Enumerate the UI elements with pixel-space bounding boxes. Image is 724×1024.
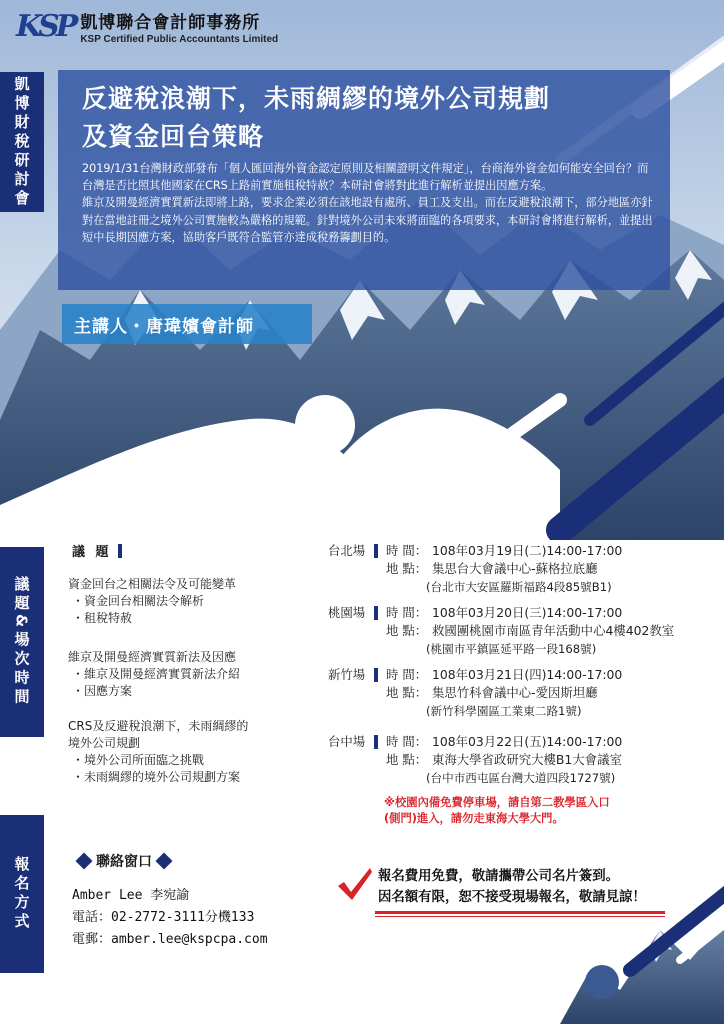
venue-bar	[374, 544, 378, 558]
side-tab-seminar	[0, 72, 44, 212]
red-underline-thin	[375, 916, 665, 917]
venue-place: 集思竹科會議中心-愛因斯坦廳	[432, 685, 598, 700]
topics-heading-text: 議 題	[72, 545, 112, 560]
title-panel	[58, 70, 670, 290]
checkmark-icon	[336, 866, 374, 904]
time-label: 時 間：	[386, 734, 428, 749]
side-tab-registration-label: 報名方式	[12, 856, 31, 932]
venue-bar	[374, 668, 378, 682]
registration-line-1: 報名費用免費，敬請攜帶公司名片簽到。	[378, 869, 620, 884]
topic-group-1	[68, 576, 236, 627]
firm-logo	[16, 9, 279, 56]
topic-title-continued: 境外公司規劃	[68, 736, 141, 750]
time-label: 時 間：	[386, 667, 428, 682]
parking-note-line-1: ※校園內備免費停車場，請自第二教學區入口	[384, 796, 610, 809]
topic-group-2	[68, 649, 240, 700]
red-underline	[375, 911, 665, 914]
topic-title: 維京及開曼經濟實質新法及因應	[68, 650, 237, 664]
venue-time: 108年03月21日(四)14:00-17:00	[432, 667, 623, 682]
venue-taoyuan	[328, 604, 674, 658]
venue-address: (桃園市平鎮區延平路一段168號)	[426, 642, 597, 656]
contact-heading-text: 聯絡窗口	[96, 854, 152, 870]
venue-city: 台中場	[328, 734, 366, 749]
side-tab-seminar-label: 凱博財稅研討會	[12, 75, 31, 209]
side-tab-registration	[0, 815, 44, 973]
speaker-banner: 主講人・唐瑋嬪會計師	[62, 304, 312, 344]
topic-item: ・資金回台相關法令解析	[72, 594, 205, 608]
venue-city: 新竹場	[328, 667, 366, 682]
topics-heading	[72, 541, 122, 560]
venue-address: (台北市大安區羅斯福路4段85號B1)	[426, 580, 612, 594]
venue-address: (台中市西屯區台灣大道四段1727號)	[426, 771, 616, 785]
venue-time: 108年03月19日(二)14:00-17:00	[432, 543, 623, 558]
contact-name: Amber Lee 李宛諭	[72, 888, 190, 903]
contact-heading	[72, 851, 176, 871]
ksp-logo-mark: KSP	[16, 9, 75, 44]
venue-bar	[374, 606, 378, 620]
parking-note	[384, 795, 610, 827]
registration-line-2: 因名額有限，恕不接受現場報名，敬請見諒！	[378, 890, 646, 905]
topic-item: ・因應方案	[72, 684, 133, 698]
side-tab-topics-label: 議題&場次時間	[12, 576, 31, 708]
decor-circle-white	[295, 395, 355, 455]
venue-place: 東海大學省政研究大樓B1大會議室	[432, 752, 622, 767]
decor-circle-navy	[585, 965, 619, 999]
venue-taichung	[328, 733, 622, 787]
time-label: 時 間：	[386, 543, 428, 558]
venue-bar	[374, 735, 378, 749]
topic-title: 資金回台之相關法令及可能變革	[68, 577, 237, 591]
firm-name-chinese: 凱博聯合會計師事務所	[80, 13, 261, 33]
title-line-1: 反避稅浪潮下，未雨綢繆的境外公司規劃	[82, 84, 551, 113]
topic-group-3	[68, 718, 248, 786]
side-tab-topics-schedule	[0, 547, 44, 737]
time-label: 時 間：	[386, 605, 428, 620]
heading-bar	[118, 544, 122, 558]
venue-place: 集思台大會議中心-蘇格拉底廳	[432, 561, 598, 576]
title-line-2: 及資金回台策略	[82, 122, 265, 151]
topic-item: ・境外公司所面臨之挑戰	[72, 753, 205, 767]
place-label: 地 點：	[386, 685, 428, 700]
firm-name-english: KSP Certified Public Accountants Limited	[80, 34, 279, 45]
venue-time: 108年03月22日(五)14:00-17:00	[432, 734, 623, 749]
diamond-icon	[156, 853, 173, 870]
venue-place: 救國團桃園市南區青年活動中心4樓402教室	[432, 623, 675, 638]
parking-note-line-2: (側門)進入，請勿走東海大學大門。	[384, 812, 564, 825]
venue-time: 108年03月20日(三)14:00-17:00	[432, 605, 623, 620]
contact-email[interactable]: 電郵：amber.lee@kspcpa.com	[72, 932, 268, 947]
venue-city: 台北場	[328, 543, 366, 558]
contact-phone: 電話：02-2772-3111分機133	[72, 910, 255, 925]
intro-paragraph-1: 2019/1/31台灣財政部發布「個人匯回海外資金認定原則及相關證明文件規定」，台商海外資金如何能安全回台？而台灣是否比照其他國家在CRS上路前實施租稅特赦？本研討會將對此進行解析並提出因應方案。	[82, 162, 649, 193]
topic-item: ・租稅特赦	[72, 611, 133, 625]
venue-hsinchu	[328, 666, 622, 720]
intro-paragraph-2: 維京及開曼經濟實質新法即將上路，要求企業必須在該地設有處所、員工及支出。而在反避稅浪潮下，部分地區亦針對在當地註冊之境外公司實施較為嚴格的規範。針對境外公司未來將面臨的各項要求，本研討會將進行解析，並提出短中長期因應方案，協助客戶既符合監管亦達成稅務籌劃目的。	[82, 196, 653, 244]
topic-item: ・未雨綢繆的境外公司規劃方案	[72, 770, 241, 784]
place-label: 地 點：	[386, 752, 428, 767]
topic-title: CRS及反避稅浪潮下，未雨綢繆的	[68, 719, 249, 733]
topic-item: ・維京及開曼經濟實質新法介紹	[72, 667, 241, 681]
venue-city: 桃園場	[328, 605, 366, 620]
registration-note	[378, 866, 646, 908]
place-label: 地 點：	[386, 623, 428, 638]
venue-address: (新竹科學園區工業東二路1號)	[426, 704, 582, 718]
venue-taipei	[328, 542, 622, 596]
diamond-icon	[76, 853, 93, 870]
place-label: 地 點：	[386, 561, 428, 576]
